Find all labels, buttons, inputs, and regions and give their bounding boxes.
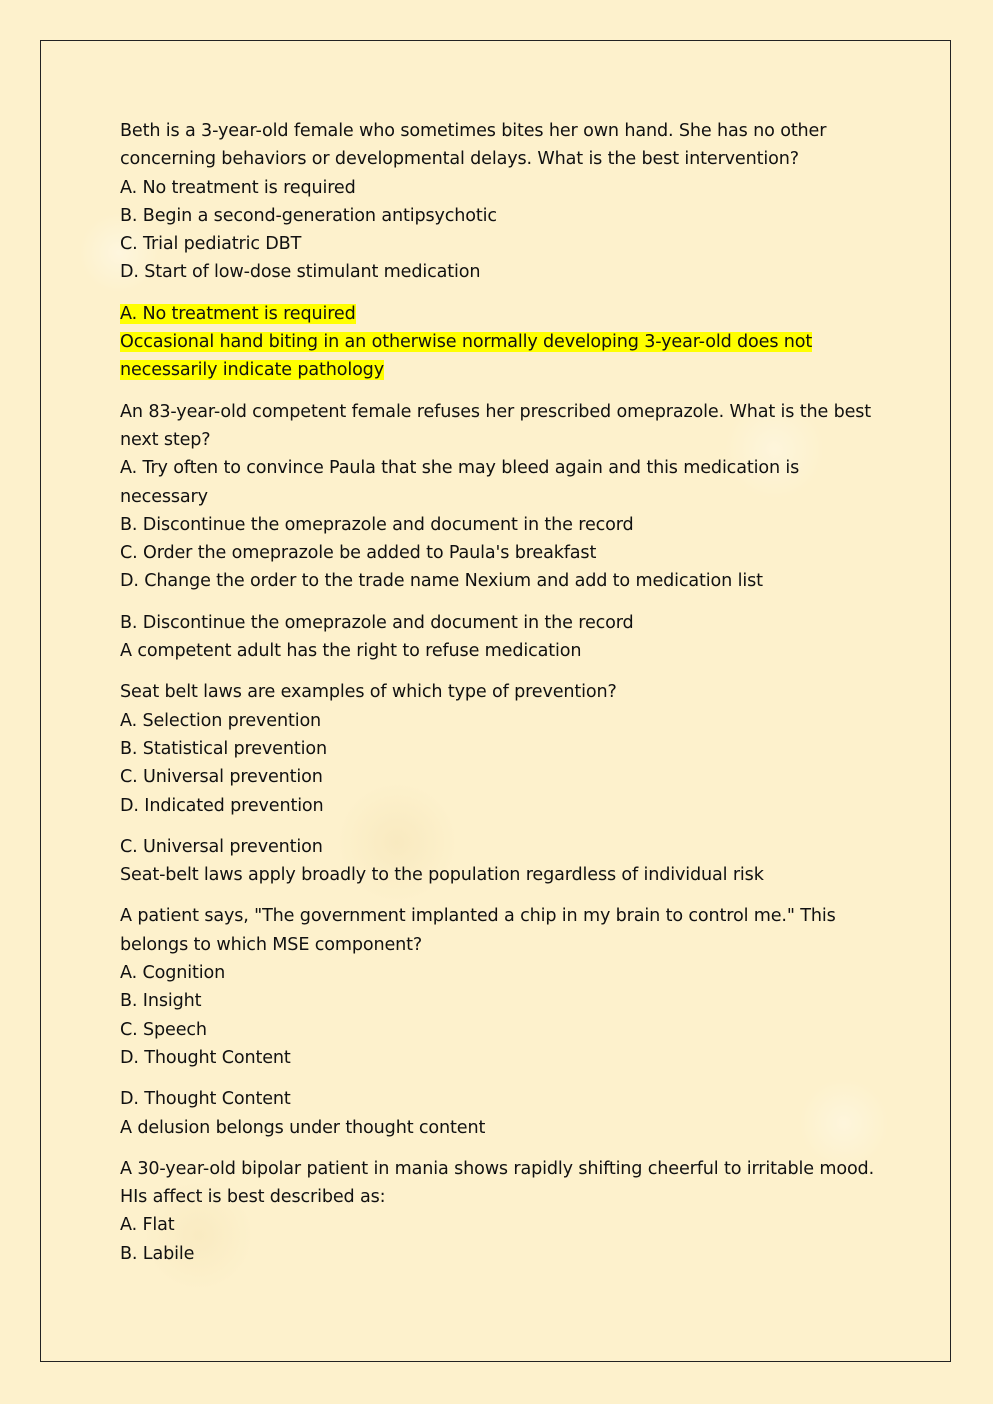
answer-rationale: Seat-belt laws apply broadly to the population regardless of individual risk [120, 865, 764, 886]
answer-option: A. Try often to convince Paula that she may bleed again and this medication is necessary [120, 458, 800, 507]
correct-answer: C. Universal prevention [120, 836, 323, 857]
answer-option: B. Statistical prevention [120, 738, 327, 759]
question-block [120, 902, 880, 1072]
answer-rationale: A competent adult has the right to refuse medication [120, 641, 582, 662]
question-text: An 83-year-old competent female refuses her prescribed omeprazole. What is the best next step? [120, 401, 872, 450]
answer-option: B. Begin a second-generation antipsychotic [120, 205, 497, 226]
answer-option: A. Cognition [120, 963, 226, 984]
answer-rationale: Occasional hand biting in an otherwise normally developing 3-year-old does not necessarily indicate pathology [120, 332, 813, 381]
question-block [120, 398, 880, 596]
answer-option: D. Start of low-dose stimulant medication [120, 262, 481, 283]
answer-rationale: A delusion belongs under thought content [120, 1117, 486, 1138]
answer-option: C. Trial pediatric DBT [120, 234, 302, 255]
answer-block [120, 833, 880, 890]
question-text: Beth is a 3-year-old female who sometimes bites her own hand. She has no other concerning behaviors or developmental delays. What is the best intervention? [120, 121, 827, 170]
question-text: A patient says, "The government implanted a chip in my brain to control me." This belongs to which MSE component? [120, 906, 836, 955]
answer-option: A. Selection prevention [120, 710, 322, 731]
correct-answer: A. No treatment is required [120, 303, 356, 324]
answer-option: A. Flat [120, 1215, 175, 1236]
correct-answer: B. Discontinue the omeprazole and document in the record [120, 612, 634, 633]
answer-block [120, 300, 880, 385]
question-block [120, 117, 880, 287]
answer-option: A. No treatment is required [120, 177, 356, 198]
answer-option: C. Universal prevention [120, 767, 323, 788]
correct-answer: D. Thought Content [120, 1089, 291, 1110]
question-block [120, 1155, 880, 1268]
answer-block [120, 609, 880, 666]
document-content [120, 117, 880, 1281]
answer-option: B. Labile [120, 1243, 195, 1264]
answer-option: D. Change the order to the trade name Nexium and add to medication list [120, 571, 763, 592]
answer-option: B. Insight [120, 991, 202, 1012]
question-text: A 30-year-old bipolar patient in mania shows rapidly shifting cheerful to irritable mood. HIs affect is best described as: [120, 1158, 875, 1208]
answer-option: D. Indicated prevention [120, 795, 324, 816]
answer-option: C. Order the omeprazole be added to Paula's breakfast [120, 543, 597, 564]
answer-option: D. Thought Content [120, 1047, 291, 1068]
answer-option: B. Discontinue the omeprazole and document in the record [120, 514, 634, 535]
answer-block [120, 1085, 880, 1142]
question-text: Seat belt laws are examples of which type of prevention? [120, 682, 617, 703]
answer-option: C. Speech [120, 1019, 207, 1040]
question-block [120, 678, 880, 819]
